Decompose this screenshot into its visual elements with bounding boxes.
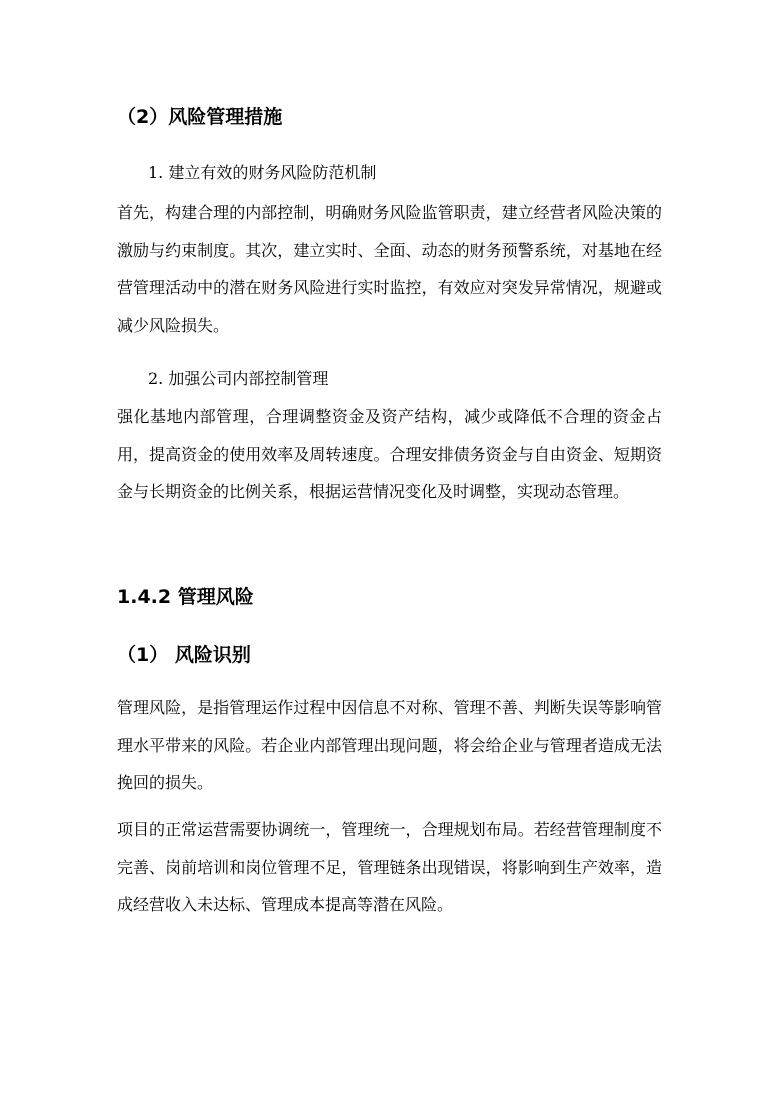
- paragraph-management-risk-definition: 管理风险，是指管理运作过程中因信息不对称、管理不善、判断失误等影响管理水平带来的风险。若企业内部管理出现问题，将会给企业与管理者造成无法挽回的损失。: [117, 698, 662, 792]
- item-2-body: 强化基地内部管理，合理调整资金及资产结构，减少或降低不合理的资金占用，提高资金的使用效率及周转速度。合理安排债务资金与自由资金、短期资金与长期资金的比例关系，根据运营情况变化及时调整，实现动态管理。: [117, 407, 662, 501]
- sub-heading-risk-identification: （1） 风险识别: [117, 644, 251, 666]
- section-heading-risk-measures: （2）风险管理措施: [117, 106, 283, 128]
- paragraph-project-operation-risk: 项目的正常运营需要协调统一，管理统一，合理规划布局。若经营管理制度不完善、岗前培训和岗位管理不足，管理链条出现错误，将影响到生产效率，造成经营收入未达标、管理成本提高等潜在风险。: [117, 820, 662, 914]
- item-1-body: 首先，构建合理的内部控制，明确财务风险监管职责，建立经营者风险决策的激励与约束制度。其次，建立实时、全面、动态的财务预警系统，对基地在经营管理活动中的潜在财务风险进行实时监控，有效应对突发异常情况，规避或减少风险损失。: [117, 203, 662, 335]
- section-heading-management-risk: 1.4.2 管理风险: [117, 586, 254, 608]
- item-2-title: 2. 加强公司内部控制管理: [148, 369, 329, 388]
- item-1-title: 1. 建立有效的财务风险防范机制: [148, 163, 377, 182]
